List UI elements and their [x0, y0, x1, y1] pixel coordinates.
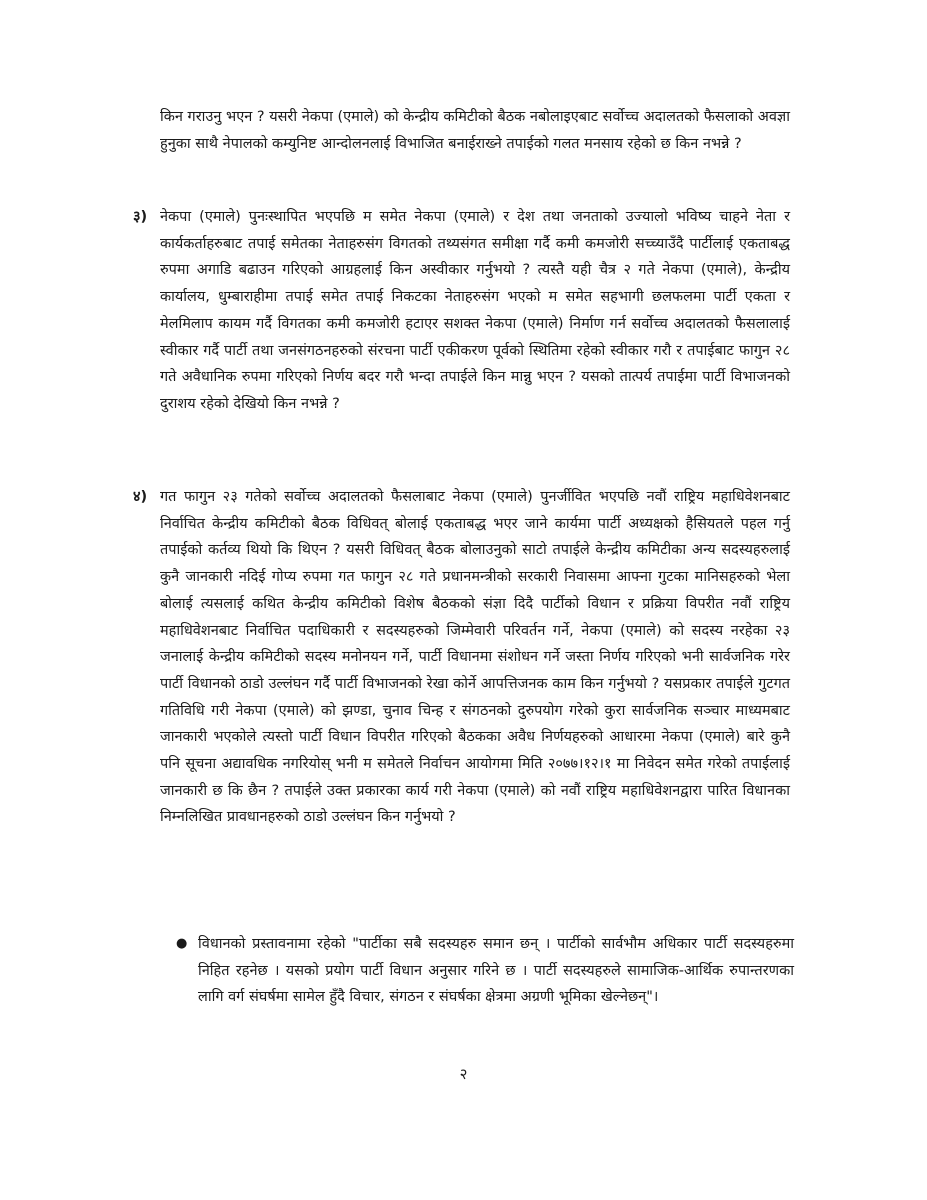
item-number: ४)	[133, 489, 148, 505]
item-number: ३)	[133, 209, 148, 225]
page-number: २	[459, 1065, 468, 1083]
bullet-icon: ●	[176, 936, 188, 951]
item-paragraph: गत फागुन २३ गतेको सर्वोच्च अदालतको फैसलाबाट नेकपा (एमाले) पुनर्जीवित भएपछि नवौं राष्ट्रिय महाधिवेशनबाट निर्वाचित केन्द्रीय कमिटीको बैठक विधिवत् बोलाई एकताबद्ध भएर जाने कार्यमा पार्टी अध्यक्षको हैसियतले पहल गर्नु तपाईको कर्तव्य थियो कि थिएन ? यसरी विधिवत् बैठक बोलाउनुको साटो तपाईले केन्द्रीय कमिटीका अन्य सदस्यहरुलाई कुनै जानकारी नदिई गोप्य रुपमा गत फागुन २८ गते प्रधानमन्त्रीको सरकारी निवासमा आफ्ना गुटका मानिसहरुको भेला बोलाई त्यसलाई कथित केन्द्रीय कमिटीको विशेष बैठकको संज्ञा दिदै पार्टीको विधान र प्रक्रिया विपरीत नवौं राष्ट्रिय महाधिवेशनबाट निर्वाचित पदाधिकारी र सदस्यहरुको जिम्मेवारी परिवर्तन गर्ने, नेकपा (एमाले) को सदस्य नरहेका २३ जनालाई केन्द्रीय कमिटीको सदस्य मनोनयन गर्ने, पार्टी विधानमा संशोधन गर्ने जस्ता निर्णय गरिएको भनी सार्वजनिक गरेर पार्टी विधानको ठाडो उल्लंघन गर्दै पार्टी विभाजनको रेखा कोर्ने आपत्तिजनक काम किन गर्नुभयो ? यसप्रकार तपाईले गुटगत गतिविधि गरी नेकपा (एमाले) को झण्डा, चुनाव चिन्ह र संगठनको दुरुपयोग गरेको कुरा सार्वजनिक सञ्चार माध्यमबाट जानकारी भएकोले त्यस्तो पार्टी विधान विपरीत गरिएको बैठकका अवैध निर्णयहरुको आधारमा नेकपा (एमाले) बारे कुनै पनि सूचना अद्यावधिक नगरियोस् भनी म समेतले निर्वाचन आयोगमा मिति २०७७।१२।१ मा निवेदन समेत गरेको तपाईलाई जानकारी छ कि छैन ? तपाईले उक्त प्रकारका कार्य गरी नेकपा (एमाले) को नवौं राष्ट्रिय महाधिवेशनद्वारा पारित विधानका निम्नलिखित प्रावधानहरुको ठाडो उल्लंघन किन गर्नुभयो ?	[160, 489, 790, 826]
item-paragraph: नेकपा (एमाले) पुनःस्थापित भएपछि म समेत नेकपा (एमाले) र देश तथा जनताको उज्यालो भविष्य चाहने नेता र कार्यकर्ताहरुबाट तपाई समेतका नेताहरुसंग विगतको तथ्यसंगत समीक्षा गर्दै कमी कमजोरी सच्च्याउँदै पार्टीलाई एकताबद्ध रुपमा अगाडि बढाउन गरिएको आग्रहलाई किन अस्वीकार गर्नुभयो ? त्यस्तै यही चैत्र २ गते नेकपा (एमाले), केन्द्रीय कार्यालय, धुम्बाराहीमा तपाई समेत तपाई निकटका नेताहरुसंग भएको म समेत सहभागी छलफलमा पार्टी एकता र मेलमिलाप कायम गर्दै विगतका कमी कमजोरी हटाएर सशक्त नेकपा (एमाले) निर्माण गर्न सर्वोच्च अदालतको फैसलालाई स्वीकार गर्दै पार्टी तथा जनसंगठनहरुको संरचना पार्टी एकीकरण पूर्वको स्थितिमा रहेको स्वीकार गरौ र तपाईबाट फागुन २८ गते अवैधानिक रुपमा गरिएको निर्णय बदर गरौ भन्दा तपाईले किन मान्नु भएन ? यसको तात्पर्य तपाईमा पार्टी विभाजनको दुराशय रहेको देखियो किन नभन्ने ?	[160, 209, 790, 412]
bullet-paragraph: विधानको प्रस्तावनामा रहेको "पार्टीका सबै सदस्यहरु समान छन् । पार्टीको सार्वभौम अधिकार पार्टी सदस्यहरुमा निहित रहनेछ । यसको प्रयोग पार्टी विधान अनुसार गरिने छ । पार्टी सदस्यहरुले सामाजिक-आर्थिक रुपान्तरणका लागि वर्ग संघर्षमा सामेल हुँदै विचार, संगठन र संघर्षका क्षेत्रमा अग्रणी भूमिका खेल्नेछन्"।	[198, 936, 794, 1006]
intro-paragraph: किन गराउनु भएन ? यसरी नेकपा (एमाले) को केन्द्रीय कमिटीको बैठक नबोलाइएबाट सर्वोच्च अदालतको फैसलाको अवज्ञा हुनुका साथै नेपालको कम्युनिष्ट आन्दोलनलाई विभाजित बनाईराख्ने तपाईको गलत मनसाय रहेको छ किन नभन्ने ?	[160, 109, 790, 152]
